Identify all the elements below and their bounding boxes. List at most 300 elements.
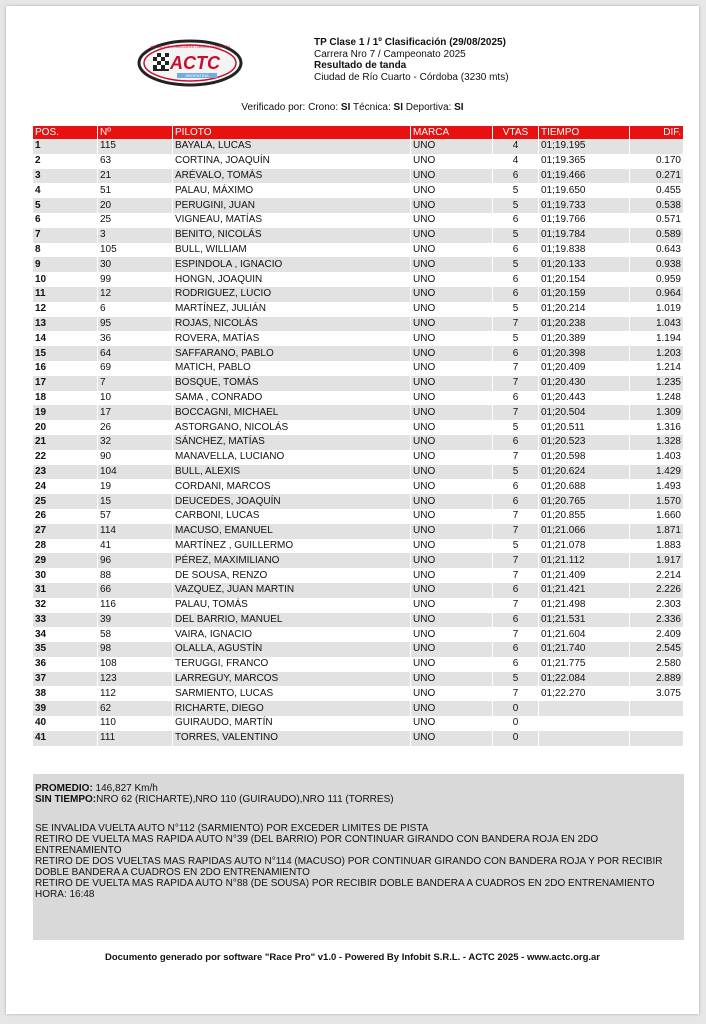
cell-driver: PALAU, MÁXIMO bbox=[173, 183, 411, 198]
cell-number: 123 bbox=[98, 672, 173, 687]
cell-pos: 7 bbox=[33, 228, 98, 243]
cell-pos: 22 bbox=[33, 450, 98, 465]
cell-driver: ARÉVALO, TOMÁS bbox=[173, 169, 411, 184]
cell-brand: UNO bbox=[411, 420, 493, 435]
cell-diff: 1.043 bbox=[630, 317, 684, 332]
cell-diff: 0.571 bbox=[630, 213, 684, 228]
cell-laps: 7 bbox=[493, 553, 539, 568]
cell-diff: 1.019 bbox=[630, 302, 684, 317]
col-number: Nº bbox=[98, 126, 173, 139]
cell-diff: 1.203 bbox=[630, 346, 684, 361]
cell-diff: 1.194 bbox=[630, 331, 684, 346]
table-row bbox=[33, 376, 684, 391]
cell-laps: 5 bbox=[493, 302, 539, 317]
cell-time: 01;21.112 bbox=[539, 553, 630, 568]
cell-laps: 5 bbox=[493, 228, 539, 243]
cell-number: 20 bbox=[98, 198, 173, 213]
cell-pos: 31 bbox=[33, 583, 98, 598]
cell-driver: ESPINDOLA , IGNACIO bbox=[173, 257, 411, 272]
verif-prefix: Verificado por: Crono: bbox=[241, 102, 341, 113]
cell-pos: 15 bbox=[33, 346, 98, 361]
cell-brand: UNO bbox=[411, 317, 493, 332]
cell-time: 01;20.523 bbox=[539, 435, 630, 450]
note-line: RETIRO DE VUELTA MAS RAPIDA AUTO N°88 (DE SOUSA) POR RECIBIR DOBLE BANDERA A CUADROS EN 2DO ENTRENAMIENTO bbox=[35, 878, 655, 889]
cell-time: 01;20.409 bbox=[539, 361, 630, 376]
table-row bbox=[33, 627, 684, 642]
verif-deportiva: SI bbox=[454, 102, 464, 113]
cell-time: 01;20.598 bbox=[539, 450, 630, 465]
cell-brand: UNO bbox=[411, 450, 493, 465]
col-pos: POS. bbox=[33, 126, 98, 139]
cell-time: 01;20.159 bbox=[539, 287, 630, 302]
cell-number: 41 bbox=[98, 539, 173, 554]
table-row bbox=[33, 465, 684, 480]
cell-driver: SAMA , CONRADO bbox=[173, 391, 411, 406]
cell-driver: VIGNEAU, MATÍAS bbox=[173, 213, 411, 228]
cell-pos: 29 bbox=[33, 553, 98, 568]
cell-number: 39 bbox=[98, 613, 173, 628]
cell-driver: MARTÍNEZ, JULIÁN bbox=[173, 302, 411, 317]
table-row bbox=[33, 420, 684, 435]
cell-driver: CORDANI, MARCOS bbox=[173, 479, 411, 494]
cell-brand: UNO bbox=[411, 287, 493, 302]
cell-laps: 5 bbox=[493, 257, 539, 272]
cell-number: 99 bbox=[98, 272, 173, 287]
table-row bbox=[33, 672, 684, 687]
cell-number: 96 bbox=[98, 553, 173, 568]
cell-laps: 6 bbox=[493, 642, 539, 657]
note-line: RETIRO DE VUELTA MAS RAPIDA AUTO N°39 (DEL BARRIO) POR CONTINUAR GIRANDO CON BANDERA ROJA EN 2DO ENTRENAMIENTO bbox=[35, 834, 599, 856]
cell-number: 58 bbox=[98, 627, 173, 642]
cell-number: 30 bbox=[98, 257, 173, 272]
cell-laps: 6 bbox=[493, 287, 539, 302]
cell-laps: 6 bbox=[493, 272, 539, 287]
cell-time: 01;22.084 bbox=[539, 672, 630, 687]
cell-number: 7 bbox=[98, 376, 173, 391]
cell-driver: RODRIGUEZ, LUCIO bbox=[173, 287, 411, 302]
cell-laps: 7 bbox=[493, 509, 539, 524]
cell-pos: 3 bbox=[33, 169, 98, 184]
table-row bbox=[33, 183, 684, 198]
cell-laps: 7 bbox=[493, 627, 539, 642]
verification-line bbox=[6, 102, 699, 113]
cell-laps: 5 bbox=[493, 672, 539, 687]
cell-diff bbox=[630, 139, 684, 154]
cell-pos: 17 bbox=[33, 376, 98, 391]
cell-number: 108 bbox=[98, 657, 173, 672]
cell-time: 01;21.409 bbox=[539, 568, 630, 583]
cell-time: 01;20.238 bbox=[539, 317, 630, 332]
cell-number: 57 bbox=[98, 509, 173, 524]
cell-driver: DE SOUSA, RENZO bbox=[173, 568, 411, 583]
cell-driver: RICHARTE, DIEGO bbox=[173, 701, 411, 716]
cell-pos: 5 bbox=[33, 198, 98, 213]
verif-deportiva-label: Deportiva: bbox=[402, 102, 455, 113]
cell-brand: UNO bbox=[411, 331, 493, 346]
cell-number: 116 bbox=[98, 598, 173, 613]
cell-brand: UNO bbox=[411, 716, 493, 731]
cell-pos: 4 bbox=[33, 183, 98, 198]
cell-time: 01;19.195 bbox=[539, 139, 630, 154]
cell-brand: UNO bbox=[411, 494, 493, 509]
cell-number: 63 bbox=[98, 154, 173, 169]
cell-diff: 1.570 bbox=[630, 494, 684, 509]
cell-driver: DEL BARRIO, MANUEL bbox=[173, 613, 411, 628]
cell-diff: 1.328 bbox=[630, 435, 684, 450]
cell-diff: 1.403 bbox=[630, 450, 684, 465]
cell-diff: 1.883 bbox=[630, 539, 684, 554]
cell-driver: SÁNCHEZ, MATÍAS bbox=[173, 435, 411, 450]
cell-diff: 2.303 bbox=[630, 598, 684, 613]
cell-time bbox=[539, 731, 630, 746]
cell-number: 25 bbox=[98, 213, 173, 228]
cell-pos: 6 bbox=[33, 213, 98, 228]
cell-number: 19 bbox=[98, 479, 173, 494]
session-title: TP Clase 1 / 1º Clasificación (29/08/2025) bbox=[314, 37, 506, 48]
average-value: 146,827 Km/h bbox=[92, 783, 158, 794]
average-label: PROMEDIO: bbox=[35, 783, 93, 794]
cell-pos: 26 bbox=[33, 509, 98, 524]
cell-pos: 24 bbox=[33, 479, 98, 494]
cell-pos: 16 bbox=[33, 361, 98, 376]
table-row bbox=[33, 553, 684, 568]
cell-brand: UNO bbox=[411, 346, 493, 361]
cell-brand: UNO bbox=[411, 169, 493, 184]
cell-pos: 32 bbox=[33, 598, 98, 613]
cell-driver: MARTÍNEZ , GUILLERMO bbox=[173, 539, 411, 554]
cell-pos: 1 bbox=[33, 139, 98, 154]
cell-pos: 30 bbox=[33, 568, 98, 583]
cell-laps: 5 bbox=[493, 465, 539, 480]
cell-pos: 27 bbox=[33, 524, 98, 539]
cell-time: 01;21.775 bbox=[539, 657, 630, 672]
cell-number: 62 bbox=[98, 701, 173, 716]
table-row bbox=[33, 228, 684, 243]
cell-laps: 6 bbox=[493, 583, 539, 598]
cell-diff: 1.493 bbox=[630, 479, 684, 494]
cell-diff: 0.170 bbox=[630, 154, 684, 169]
cell-driver: TERUGGI, FRANCO bbox=[173, 657, 411, 672]
cell-brand: UNO bbox=[411, 243, 493, 258]
table-row bbox=[33, 701, 684, 716]
cell-pos: 8 bbox=[33, 243, 98, 258]
no-time-label: SIN TIEMPO: bbox=[35, 794, 97, 805]
cell-number: 104 bbox=[98, 465, 173, 480]
cell-diff: 2.580 bbox=[630, 657, 684, 672]
cell-pos: 18 bbox=[33, 391, 98, 406]
cell-diff: 0.271 bbox=[630, 169, 684, 184]
cell-brand: UNO bbox=[411, 465, 493, 480]
table-row bbox=[33, 686, 684, 701]
cell-brand: UNO bbox=[411, 139, 493, 154]
table-row bbox=[33, 613, 684, 628]
cell-pos: 11 bbox=[33, 287, 98, 302]
cell-number: 10 bbox=[98, 391, 173, 406]
notes-box bbox=[33, 774, 684, 940]
cell-laps: 4 bbox=[493, 139, 539, 154]
cell-number: 26 bbox=[98, 420, 173, 435]
cell-brand: UNO bbox=[411, 686, 493, 701]
table-row bbox=[33, 243, 684, 258]
cell-brand: UNO bbox=[411, 272, 493, 287]
cell-diff: 1.214 bbox=[630, 361, 684, 376]
cell-time bbox=[539, 701, 630, 716]
cell-brand: UNO bbox=[411, 198, 493, 213]
cell-laps: 7 bbox=[493, 361, 539, 376]
cell-diff: 0.643 bbox=[630, 243, 684, 258]
cell-number: 3 bbox=[98, 228, 173, 243]
cell-pos: 23 bbox=[33, 465, 98, 480]
table-row bbox=[33, 524, 684, 539]
cell-time: 01;20.855 bbox=[539, 509, 630, 524]
cell-number: 17 bbox=[98, 405, 173, 420]
cell-laps: 5 bbox=[493, 198, 539, 213]
cell-time: 01;20.765 bbox=[539, 494, 630, 509]
cell-number: 66 bbox=[98, 583, 173, 598]
cell-pos: 40 bbox=[33, 716, 98, 731]
cell-driver: BAYALA, LUCAS bbox=[173, 139, 411, 154]
cell-time: 01;19.650 bbox=[539, 183, 630, 198]
cell-pos: 12 bbox=[33, 302, 98, 317]
logo-text: ACTC bbox=[170, 53, 220, 73]
note-line: SE INVALIDA VUELTA AUTO N°112 (SARMIENTO) POR EXCEDER LIMITES DE PISTA bbox=[35, 823, 429, 834]
table-row bbox=[33, 716, 684, 731]
cell-driver: TORRES, VALENTINO bbox=[173, 731, 411, 746]
cell-diff: 2.889 bbox=[630, 672, 684, 687]
table-row bbox=[33, 731, 684, 746]
cell-diff: 2.226 bbox=[630, 583, 684, 598]
cell-time: 01;20.443 bbox=[539, 391, 630, 406]
cell-driver: ASTORGANO, NICOLÁS bbox=[173, 420, 411, 435]
cell-diff: 1.309 bbox=[630, 405, 684, 420]
cell-driver: BULL, WILLIAM bbox=[173, 243, 411, 258]
cell-laps: 6 bbox=[493, 213, 539, 228]
cell-brand: UNO bbox=[411, 731, 493, 746]
cell-diff: 2.545 bbox=[630, 642, 684, 657]
cell-time: 01;19.365 bbox=[539, 154, 630, 169]
cell-pos: 9 bbox=[33, 257, 98, 272]
cell-diff: 3.075 bbox=[630, 686, 684, 701]
cell-laps: 0 bbox=[493, 716, 539, 731]
table-row bbox=[33, 435, 684, 450]
logo-subtext: ARGENTINA bbox=[185, 73, 209, 78]
cell-driver: LARREGUY, MARCOS bbox=[173, 672, 411, 687]
cell-driver: SARMIENTO, LUCAS bbox=[173, 686, 411, 701]
cell-number: 111 bbox=[98, 731, 173, 746]
cell-brand: UNO bbox=[411, 672, 493, 687]
logo-arc-text: ASOCIACIÓN CORREDORES TURISMO CARRETERA bbox=[150, 45, 230, 49]
cell-pos: 33 bbox=[33, 613, 98, 628]
table-row bbox=[33, 139, 684, 154]
note-line: RETIRO DE DOS VUELTAS MAS RAPIDAS AUTO N°114 (MACUSO) POR CONTINUAR GIRANDO CON BANDERA ROJA Y POR RECIBIR DOBLE BANDERA A CUADROS EN 2DO ENTRENAMIENTO bbox=[35, 856, 663, 878]
average-line bbox=[35, 783, 682, 794]
cell-time bbox=[539, 716, 630, 731]
col-brand: MARCA bbox=[411, 126, 493, 139]
table-header-row bbox=[33, 126, 684, 139]
cell-brand: UNO bbox=[411, 627, 493, 642]
cell-pos: 39 bbox=[33, 701, 98, 716]
cell-time: 01;21.421 bbox=[539, 583, 630, 598]
cell-number: 110 bbox=[98, 716, 173, 731]
table-row bbox=[33, 317, 684, 332]
cell-diff: 0.938 bbox=[630, 257, 684, 272]
cell-time: 01;21.531 bbox=[539, 613, 630, 628]
cell-diff: 2.336 bbox=[630, 613, 684, 628]
cell-pos: 10 bbox=[33, 272, 98, 287]
cell-number: 105 bbox=[98, 243, 173, 258]
cell-driver: BOSQUE, TOMÁS bbox=[173, 376, 411, 391]
table-row bbox=[33, 509, 684, 524]
cell-brand: UNO bbox=[411, 657, 493, 672]
cell-brand: UNO bbox=[411, 539, 493, 554]
table-row bbox=[33, 583, 684, 598]
table-row bbox=[33, 361, 684, 376]
cell-time: 01;19.466 bbox=[539, 169, 630, 184]
cell-driver: CORTINA, JOAQUÍN bbox=[173, 154, 411, 169]
cell-brand: UNO bbox=[411, 435, 493, 450]
cell-diff: 1.660 bbox=[630, 509, 684, 524]
cell-driver: BULL, ALEXIS bbox=[173, 465, 411, 480]
cell-time: 01;20.511 bbox=[539, 420, 630, 435]
cell-pos: 21 bbox=[33, 435, 98, 450]
result-type: Resultado de tanda bbox=[314, 60, 407, 71]
cell-brand: UNO bbox=[411, 405, 493, 420]
cell-laps: 7 bbox=[493, 405, 539, 420]
cell-laps: 6 bbox=[493, 657, 539, 672]
cell-laps: 5 bbox=[493, 539, 539, 554]
cell-pos: 37 bbox=[33, 672, 98, 687]
cell-diff: 1.248 bbox=[630, 391, 684, 406]
cell-diff: 0.538 bbox=[630, 198, 684, 213]
cell-brand: UNO bbox=[411, 553, 493, 568]
cell-brand: UNO bbox=[411, 642, 493, 657]
results-table bbox=[33, 126, 684, 746]
cell-pos: 34 bbox=[33, 627, 98, 642]
cell-pos: 20 bbox=[33, 420, 98, 435]
cell-number: 98 bbox=[98, 642, 173, 657]
table-row bbox=[33, 287, 684, 302]
cell-laps: 6 bbox=[493, 435, 539, 450]
cell-laps: 7 bbox=[493, 450, 539, 465]
cell-time: 01;20.430 bbox=[539, 376, 630, 391]
cell-brand: UNO bbox=[411, 183, 493, 198]
cell-number: 15 bbox=[98, 494, 173, 509]
cell-time: 01;19.784 bbox=[539, 228, 630, 243]
table-row bbox=[33, 568, 684, 583]
cell-driver: DEUCEDES, JOAQUÍN bbox=[173, 494, 411, 509]
table-row bbox=[33, 346, 684, 361]
cell-diff: 0.964 bbox=[630, 287, 684, 302]
cell-brand: UNO bbox=[411, 598, 493, 613]
cell-time: 01;20.504 bbox=[539, 405, 630, 420]
cell-driver: OLALLA, AGUSTÍN bbox=[173, 642, 411, 657]
note-time: HORA: 16:48 bbox=[35, 889, 95, 900]
table-row bbox=[33, 169, 684, 184]
cell-driver: CARBONI, LUCAS bbox=[173, 509, 411, 524]
cell-laps: 0 bbox=[493, 731, 539, 746]
cell-diff: 1.429 bbox=[630, 465, 684, 480]
cell-pos: 38 bbox=[33, 686, 98, 701]
cell-time: 01;20.688 bbox=[539, 479, 630, 494]
cell-brand: UNO bbox=[411, 376, 493, 391]
cell-diff: 1.316 bbox=[630, 420, 684, 435]
cell-driver: MANAVELLA, LUCIANO bbox=[173, 450, 411, 465]
cell-driver: ROVERA, MATÍAS bbox=[173, 331, 411, 346]
cell-diff: 0.959 bbox=[630, 272, 684, 287]
table-row bbox=[33, 257, 684, 272]
cell-time: 01;21.498 bbox=[539, 598, 630, 613]
cell-pos: 25 bbox=[33, 494, 98, 509]
cell-diff bbox=[630, 716, 684, 731]
cell-number: 95 bbox=[98, 317, 173, 332]
cell-time: 01;21.078 bbox=[539, 539, 630, 554]
cell-number: 51 bbox=[98, 183, 173, 198]
cell-brand: UNO bbox=[411, 568, 493, 583]
cell-time: 01;20.214 bbox=[539, 302, 630, 317]
cell-time: 01;21.604 bbox=[539, 627, 630, 642]
col-diff: DIF. bbox=[630, 126, 684, 139]
cell-driver: SAFFARANO, PABLO bbox=[173, 346, 411, 361]
cell-laps: 7 bbox=[493, 686, 539, 701]
col-driver: PILOTO bbox=[173, 126, 411, 139]
table-row bbox=[33, 539, 684, 554]
cell-brand: UNO bbox=[411, 509, 493, 524]
cell-pos: 13 bbox=[33, 317, 98, 332]
cell-brand: UNO bbox=[411, 361, 493, 376]
document-footer: Documento generado por software "Race Pro" v1.0 - Powered By Infobit S.R.L. - ACTC 2025 - www.actc.org.ar bbox=[104, 952, 601, 963]
cell-brand: UNO bbox=[411, 257, 493, 272]
table-row bbox=[33, 657, 684, 672]
actc-logo bbox=[137, 39, 243, 87]
cell-driver: BOCCAGNI, MICHAEL bbox=[173, 405, 411, 420]
cell-time: 01;20.154 bbox=[539, 272, 630, 287]
table-row bbox=[33, 405, 684, 420]
cell-driver: VAZQUEZ, JUAN MARTIN bbox=[173, 583, 411, 598]
cell-laps: 6 bbox=[493, 346, 539, 361]
cell-number: 115 bbox=[98, 139, 173, 154]
col-time: TIEMPO bbox=[539, 126, 630, 139]
cell-number: 64 bbox=[98, 346, 173, 361]
cell-diff bbox=[630, 731, 684, 746]
table-row bbox=[33, 479, 684, 494]
table-row bbox=[33, 494, 684, 509]
cell-laps: 6 bbox=[493, 391, 539, 406]
race-info: Carrera Nro 7 / Campeonato 2025 bbox=[314, 48, 466, 60]
cell-diff: 0.455 bbox=[630, 183, 684, 198]
cell-time: 01;21.740 bbox=[539, 642, 630, 657]
cell-number: 90 bbox=[98, 450, 173, 465]
cell-pos: 19 bbox=[33, 405, 98, 420]
cell-brand: UNO bbox=[411, 228, 493, 243]
document-page bbox=[6, 6, 699, 1014]
cell-pos: 14 bbox=[33, 331, 98, 346]
col-laps: VTAS bbox=[493, 126, 539, 139]
table-row bbox=[33, 331, 684, 346]
table-row bbox=[33, 302, 684, 317]
cell-brand: UNO bbox=[411, 583, 493, 598]
cell-time: 01;20.389 bbox=[539, 331, 630, 346]
verif-tecnica-label: Técnica: bbox=[350, 102, 394, 113]
cell-brand: UNO bbox=[411, 154, 493, 169]
cell-number: 36 bbox=[98, 331, 173, 346]
cell-time: 01;22.270 bbox=[539, 686, 630, 701]
cell-laps: 6 bbox=[493, 169, 539, 184]
cell-time: 01;21.066 bbox=[539, 524, 630, 539]
cell-driver: MACUSO, EMANUEL bbox=[173, 524, 411, 539]
table-row bbox=[33, 154, 684, 169]
cell-driver: ROJAS, NICOLÁS bbox=[173, 317, 411, 332]
cell-laps: 7 bbox=[493, 376, 539, 391]
